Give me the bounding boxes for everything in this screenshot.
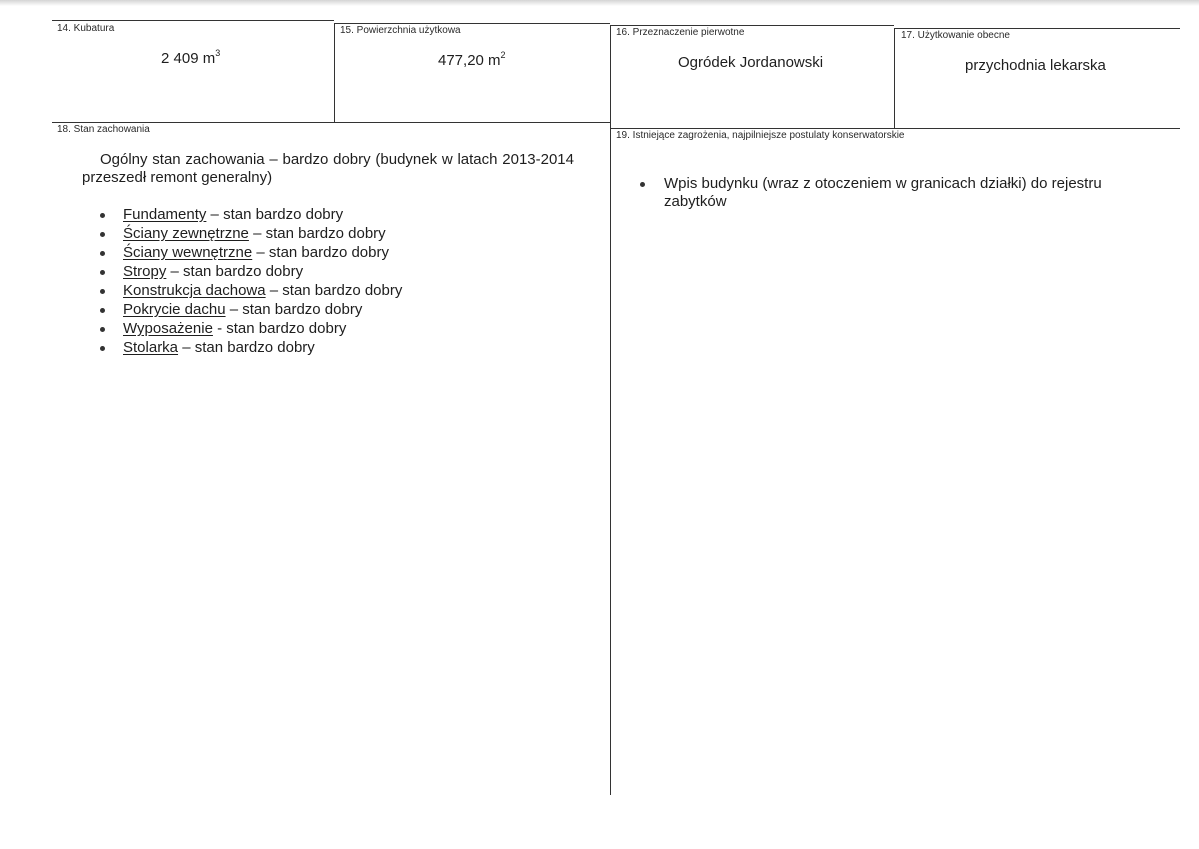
border-divider-main <box>610 25 611 795</box>
cell-powierzchnia-label: 15. Powierzchnia użytkowa <box>340 25 461 36</box>
zagrozenia-item-text: Wpis budynku (wraz z otoczeniem w granicach działki) do rejestru zabytków <box>664 175 1102 210</box>
list-item <box>100 338 402 357</box>
list-item <box>100 281 402 300</box>
cell-kubatura-value: 2 409 $m^3$ <box>161 48 221 67</box>
border-section19-top <box>610 128 1180 129</box>
bullet-icon <box>100 270 105 275</box>
item-status: – stan bardzo dobry <box>178 339 315 356</box>
cell-uzytkowanie-label: 17. Użytkowanie obecne <box>901 30 1010 41</box>
bullet-icon <box>100 251 105 256</box>
item-name: Stolarka <box>123 339 179 356</box>
bullet-icon <box>100 327 105 332</box>
bullet-icon <box>100 213 105 218</box>
item-name: Ściany wewnętrzne <box>123 244 253 261</box>
list-item <box>100 300 402 319</box>
bullet-icon <box>640 182 645 187</box>
item-status: – stan bardzo dobry <box>265 282 403 299</box>
bullet-icon <box>100 289 105 294</box>
cell-przeznaczenie-value: Ogródek Jordanowski <box>678 54 824 71</box>
border-top-cell17 <box>894 28 1180 29</box>
list-item <box>100 262 402 281</box>
cell-powierzchnia-value: 477,20 $m^2$ <box>438 50 506 69</box>
item-name: Konstrukcja dachowa <box>123 282 266 299</box>
list-item <box>100 224 402 243</box>
item-name: Fundamenty <box>123 206 207 223</box>
section-zagrozenia-label: 19. Istniejące zagrożenia, najpilniejsze postulaty konserwatorskie <box>616 130 905 141</box>
list-item <box>100 205 402 224</box>
item-status: – stan bardzo dobry <box>225 301 363 318</box>
cell-kubatura-label: 14. Kubatura <box>57 23 115 34</box>
zagrozenia-item <box>640 175 1130 211</box>
bullet-icon <box>100 232 105 237</box>
border-divider-14-15 <box>334 23 335 122</box>
item-name: Pokrycie dachu <box>123 301 226 318</box>
border-divider-16-17 <box>894 28 895 128</box>
section-stan-label: 18. Stan zachowania <box>57 124 150 135</box>
list-item <box>100 243 402 262</box>
cell-uzytkowanie-value: przychodnia lekarska <box>965 57 1106 74</box>
item-status: – stan bardzo dobry <box>166 263 304 280</box>
border-section18-top <box>52 122 610 123</box>
cell-przeznaczenie-label: 16. Przeznaczenie pierwotne <box>616 27 745 38</box>
border-top-cell16 <box>610 25 894 26</box>
item-status: - stan bardzo dobry <box>212 320 347 337</box>
item-name: Ściany zewnętrzne <box>123 225 249 242</box>
item-status: – stan bardzo dobry <box>206 206 344 223</box>
item-name: Stropy <box>123 263 167 280</box>
stan-list <box>100 205 402 357</box>
item-status: – stan bardzo dobry <box>252 244 389 261</box>
scan-edge <box>0 0 1199 6</box>
item-status: – stan bardzo dobry <box>248 225 386 242</box>
stan-summary: Ogólny stan zachowania – bardzo dobry (budynek w latach 2013-2014 przeszedł remont generalny) <box>82 151 574 186</box>
bullet-icon <box>100 308 105 313</box>
list-item <box>100 319 402 338</box>
item-name: Wyposażenie <box>123 320 213 337</box>
border-top-cell15 <box>334 23 610 24</box>
border-top-cell14 <box>52 20 334 21</box>
bullet-icon <box>100 346 105 351</box>
